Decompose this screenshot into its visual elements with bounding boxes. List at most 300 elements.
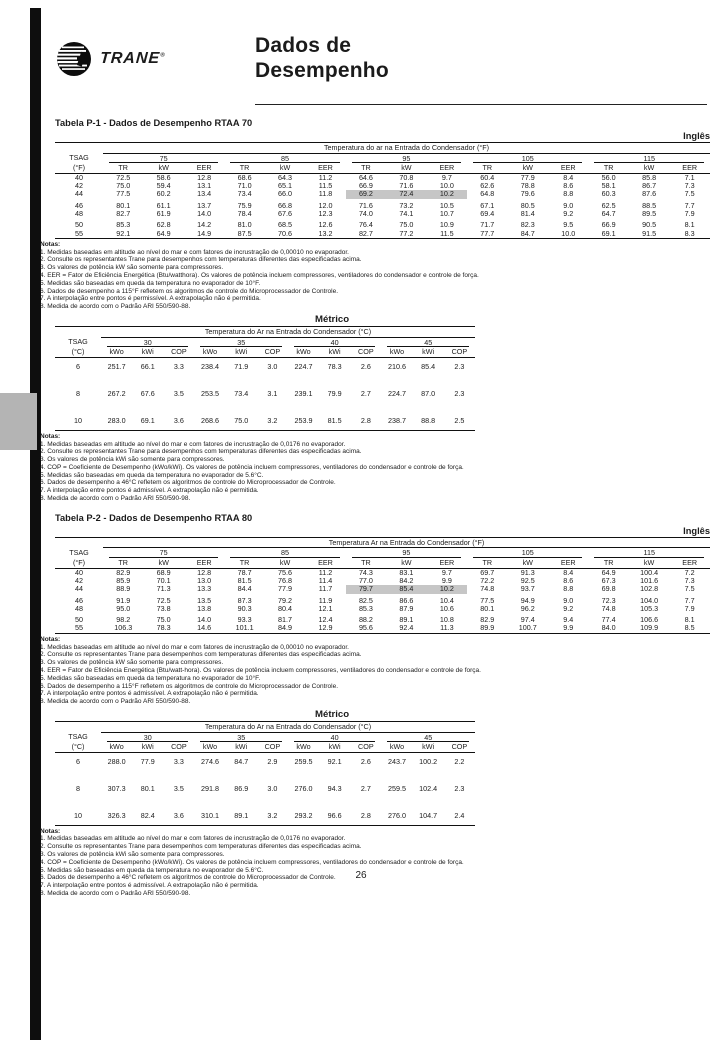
data-cell: 106.3: [114, 623, 133, 633]
data-cell: 62.8: [156, 220, 171, 230]
data-cell: 268.6: [201, 416, 220, 426]
data-cell: 73.2: [399, 200, 414, 210]
note-item: 2. Consulte os representantes Trane para desempenhos com temperaturas diferentes das especificadas acima.: [40, 843, 362, 851]
data-cell: 67.6: [278, 208, 293, 218]
data-cell: 77.9: [520, 172, 535, 182]
data-cell: 74.8: [480, 584, 495, 594]
data-cell: 95.0: [116, 603, 131, 613]
data-cell: 77.7: [480, 228, 495, 238]
table-row: [55, 793, 475, 825]
sub-header-label: COP: [444, 347, 475, 357]
temp-group-label: 115: [588, 548, 710, 558]
metric-label-row: [315, 709, 710, 721]
note-item: 2. Consulte os representantes Trane para desempenhos com temperaturas diferentes das especificadas acima.: [40, 651, 362, 659]
data-cell: 10.0: [561, 228, 576, 238]
data-cell: 62.6: [480, 181, 495, 191]
language-row: [40, 526, 710, 536]
data-cell: 81.5: [327, 416, 342, 426]
data-cell: 9.5: [563, 220, 574, 230]
data-cell: 88.8: [421, 416, 436, 426]
data-cell: 72.4: [386, 190, 426, 198]
data-cell: 71.6: [358, 200, 373, 210]
data-cell: 11.8: [318, 189, 333, 199]
data-cell: 77.0: [358, 575, 373, 585]
brand-header: [53, 38, 166, 80]
data-cell: 8.6: [563, 575, 574, 585]
sub-header-label: COP: [163, 347, 194, 357]
table-header: [55, 537, 710, 568]
tsag-value: 42: [75, 181, 83, 191]
tsag-unit: (°F): [55, 558, 103, 568]
data-cell: 14.9: [197, 228, 212, 238]
data-cell: 307.3: [107, 783, 126, 793]
data-cell: 97.4: [520, 615, 535, 625]
performance-table-english: [55, 142, 710, 239]
note-item: 1. Medidas baseadas em altitude ao nível do mar e com fatores de incrustração de 0,00010 no evaporador.: [40, 643, 349, 651]
data-cell: 14.0: [197, 615, 212, 625]
span-header-row: [55, 143, 710, 154]
data-cell: 104.7: [419, 811, 438, 821]
tsag-value: 44: [75, 584, 83, 594]
data-cell: 69.8: [601, 584, 616, 594]
data-cell: 10.2: [427, 190, 467, 198]
data-cell: 80.5: [520, 200, 535, 210]
data-cell: 9.9: [563, 623, 574, 633]
sub-header-label: TR: [346, 163, 386, 173]
data-cell: 82.4: [140, 811, 155, 821]
data-cell: 3.6: [173, 416, 184, 426]
tsag-unit: (°C): [55, 347, 101, 357]
data-cell: 3.2: [267, 416, 278, 426]
data-cell: 92.1: [327, 756, 342, 766]
data-cell: 71.6: [399, 181, 414, 191]
note-item: 3. Os valores de potência kW são somente para compressores.: [40, 659, 224, 667]
performance-table-english: [55, 537, 710, 634]
sub-header-label: COP: [163, 742, 194, 752]
data-cell: 3.0: [267, 361, 278, 371]
data-cell: 85.3: [116, 220, 131, 230]
sub-header-row: [55, 347, 475, 357]
data-cell: 267.2: [107, 389, 126, 399]
data-cell: 276.0: [294, 783, 313, 793]
tsag-unit: (°C): [55, 742, 101, 752]
data-cell: 89.5: [642, 208, 657, 218]
data-cell: 82.7: [358, 228, 373, 238]
data-cell: 3.3: [173, 361, 184, 371]
data-cell: 58.1: [601, 181, 616, 191]
data-cell: 85.4: [386, 585, 426, 593]
note-item: 5. Medidas são baseadas em queda da temperatura no evaporador de 10°F.: [40, 279, 261, 287]
data-cell: 69.4: [480, 208, 495, 218]
note-item: 2. Consulte os representantes Trane para desempenhos com temperaturas diferentes das especificadas acima.: [40, 256, 362, 264]
data-cell: 3.3: [173, 756, 184, 766]
data-cell: 87.5: [237, 228, 252, 238]
sub-header-label: kW: [143, 163, 183, 173]
data-cell: 2.3: [454, 783, 465, 793]
data-cell: 85.8: [642, 172, 657, 182]
data-cell: 88.9: [116, 584, 131, 594]
data-cell: 291.8: [201, 783, 220, 793]
data-cell: 105.3: [640, 603, 659, 613]
span-header-row: [55, 721, 475, 732]
temp-group-label: 95: [346, 548, 467, 558]
data-cell: 3.0: [267, 783, 278, 793]
data-cell: 68.5: [278, 220, 293, 230]
table-row: [55, 230, 710, 239]
data-cell: 3.5: [173, 783, 184, 793]
data-cell: 100.2: [419, 756, 438, 766]
sub-header-label: kWi: [132, 742, 163, 752]
data-cell: 77.5: [480, 595, 495, 605]
data-cell: 77.2: [399, 228, 414, 238]
data-cell: 64.9: [156, 228, 171, 238]
notes-title: Notas:: [40, 635, 61, 643]
data-cell: 224.7: [294, 361, 313, 371]
data-cell: 71.7: [480, 220, 495, 230]
data-cell: 60.4: [480, 172, 495, 182]
data-cell: 86.9: [234, 783, 249, 793]
sub-header-label: EER: [305, 163, 345, 173]
table-row: [55, 752, 475, 766]
data-cell: 58.6: [156, 172, 171, 182]
note-item: 5. Medidas são baseadas em queda da temperatura no evaporador de 10°F.: [40, 674, 261, 682]
sub-header-label: EER: [669, 558, 710, 568]
sub-header-label: kWi: [319, 742, 350, 752]
tsag-value: 42: [75, 575, 83, 585]
data-cell: 259.5: [294, 756, 313, 766]
data-cell: 102.4: [419, 783, 438, 793]
data-cell: 8.3: [684, 228, 695, 238]
data-cell: 102.8: [640, 584, 659, 594]
table-body: [55, 357, 475, 430]
data-cell: 13.2: [318, 228, 333, 238]
data-cell: 274.6: [201, 756, 220, 766]
data-cell: 7.5: [684, 584, 695, 594]
notes-block: [40, 241, 710, 311]
data-cell: 3.5: [173, 389, 184, 399]
data-cell: 78.4: [237, 208, 252, 218]
sub-header-label: kWo: [194, 347, 225, 357]
sub-header-label: kW: [265, 558, 305, 568]
data-cell: 238.7: [387, 416, 406, 426]
page-title: [255, 33, 389, 83]
sub-header-label: TR: [103, 163, 143, 173]
tsag-value: 40: [75, 567, 83, 577]
data-cell: 2.4: [454, 811, 465, 821]
data-cell: 72.5: [156, 595, 171, 605]
data-cell: 93.7: [520, 584, 535, 594]
tsag-value: 40: [75, 172, 83, 182]
data-cell: 2.6: [360, 756, 371, 766]
table-body: [55, 173, 710, 238]
table-row: [55, 605, 710, 613]
data-cell: 92.5: [520, 575, 535, 585]
data-cell: 11.9: [318, 595, 333, 605]
tsag-value: 50: [75, 615, 83, 625]
tsag-value: 46: [75, 595, 83, 605]
sub-header-label: TR: [467, 558, 507, 568]
data-cell: 10.5: [439, 200, 454, 210]
group-header-row: [55, 337, 475, 347]
english-label: Inglês: [683, 525, 710, 536]
data-cell: 104.0: [640, 595, 659, 605]
data-cell: 100.4: [640, 567, 659, 577]
data-cell: 14.2: [197, 220, 212, 230]
note-item: 8. Medida de acordo com o Padrão ARI 550/590-98.: [40, 495, 191, 503]
data-cell: 210.6: [387, 361, 406, 371]
header-divider: [255, 104, 707, 105]
tsag-spacer: [55, 327, 101, 338]
data-cell: 9.2: [563, 208, 574, 218]
data-cell: 71.3: [156, 584, 171, 594]
data-cell: 293.2: [294, 811, 313, 821]
note-item: 1. Medidas baseadas em altitude ao nível do mar e com fatores de incrustração de 0,0176 no evaporador.: [40, 440, 346, 448]
data-cell: 64.8: [480, 189, 495, 199]
data-cell: 7.1: [684, 172, 695, 182]
temp-group-label: 95: [346, 153, 467, 163]
sub-header-label: EER: [427, 163, 467, 173]
data-cell: 62.5: [601, 200, 616, 210]
data-cell: 8.1: [684, 220, 695, 230]
tsag-value: 10: [74, 811, 82, 821]
data-cell: 10.7: [439, 208, 454, 218]
data-cell: 9.7: [441, 567, 452, 577]
data-cell: 71.0: [237, 181, 252, 191]
data-cell: 82.9: [480, 615, 495, 625]
data-cell: 12.9: [318, 623, 333, 633]
data-cell: 75.0: [116, 181, 131, 191]
data-cell: 7.7: [684, 200, 695, 210]
tsag-spacer: [55, 143, 103, 154]
tsag-value: 55: [75, 623, 83, 633]
data-cell: 67.3: [601, 575, 616, 585]
data-cell: 80.1: [116, 200, 131, 210]
brand-wordmark: TRANE®: [99, 50, 166, 67]
condenser-temp-header: Temperatura do ar na Entrada do Condensador (°F): [103, 143, 710, 154]
note-item: 5. Medidas são baseadas em queda da temperatura no evaporador de 5.6°C.: [40, 471, 264, 479]
data-cell: 3.6: [173, 811, 184, 821]
data-cell: 70.6: [278, 228, 293, 238]
sub-header-label: kWo: [288, 347, 319, 357]
data-cell: 74.1: [399, 208, 414, 218]
note-item: 7. A interpolação entre pontos é admissível. A extrapolação não é permitida.: [40, 487, 259, 495]
data-cell: 90.5: [642, 220, 657, 230]
data-cell: 13.4: [197, 189, 212, 199]
data-cell: 75.0: [156, 615, 171, 625]
data-cell: 77.9: [278, 584, 293, 594]
data-cell: 11.5: [440, 228, 454, 238]
data-cell: 8.8: [563, 584, 574, 594]
note-item: 6. Dados de desempenho a 46°C refletem os algoritmos de controle do Microprocessador de Controle.: [40, 479, 336, 487]
data-cell: 100.7: [518, 623, 537, 633]
table-row: [55, 585, 710, 593]
sub-header-row: [55, 163, 710, 173]
note-item: 6. Dados de desempenho a 115°F refletem os algoritmos de controle do Microprocessador de Controle.: [40, 287, 339, 295]
data-cell: 12.3: [318, 208, 333, 218]
data-cell: 2.8: [360, 811, 371, 821]
tsag-value: 48: [75, 208, 83, 218]
data-cell: 13.7: [197, 200, 212, 210]
data-cell: 7.7: [684, 595, 695, 605]
data-cell: 79.9: [327, 389, 342, 399]
data-cell: 101.1: [235, 623, 254, 633]
note-item: 6. Dados de desempenho a 115°F refletem os algoritmos de controle do Microprocessador de Controle.: [40, 682, 339, 690]
data-cell: 89.1: [234, 811, 249, 821]
note-item: 1. Medidas baseadas em altitude ao nível do mar e com fatores de incrustração de 0,0176 no evaporador.: [40, 835, 346, 843]
data-cell: 96.2: [520, 603, 535, 613]
group-header-row: [55, 732, 475, 742]
data-cell: 82.3: [520, 220, 535, 230]
data-cell: 239.1: [294, 389, 313, 399]
data-cell: 70.1: [156, 575, 171, 585]
data-cell: 75.0: [234, 416, 249, 426]
tsag-value: 10: [74, 416, 82, 426]
page-title-line2: Desempenho: [255, 59, 389, 82]
data-cell: 10.9: [439, 220, 454, 230]
sub-header-label: kWo: [101, 347, 132, 357]
data-cell: 10.0: [439, 181, 454, 191]
sub-header-label: TR: [224, 163, 264, 173]
data-cell: 224.7: [387, 389, 406, 399]
data-cell: 92.4: [399, 623, 414, 633]
sub-header-label: TR: [346, 558, 386, 568]
data-cell: 10.6: [439, 603, 454, 613]
data-cell: 11.7: [318, 584, 333, 594]
data-cell: 89.9: [480, 623, 495, 633]
data-cell: 283.0: [107, 416, 126, 426]
note-item: 4. COP = Coeficiente de Desempenho (kWo/kWi). Os valores de potência incluem compressores, ventiladores do condensador e controle de força.: [40, 463, 464, 471]
performance-table-metric: [55, 721, 475, 826]
data-cell: 8.4: [563, 172, 574, 182]
page-title-line1: Dados de: [255, 34, 352, 57]
data-cell: 259.5: [387, 783, 406, 793]
data-cell: 90.3: [237, 603, 252, 613]
tsag-spacer: [55, 537, 103, 548]
note-item: 4. EER = Fator de Eficiência Energética (Btu/watthora). Os valores de potência incluem compressores, ventiladores do condensador e controle de força.: [40, 272, 479, 280]
temp-group-label: 35: [194, 337, 287, 347]
note-item: 3. Os valores de potência kWi são somente para compressores.: [40, 850, 225, 858]
data-cell: 81.0: [237, 220, 252, 230]
tsag-label: TSAG: [69, 153, 89, 163]
data-cell: 92.1: [116, 228, 131, 238]
data-cell: 2.3: [454, 389, 465, 399]
data-cell: 98.2: [116, 615, 131, 625]
span-header-row: [55, 537, 710, 548]
data-cell: 85.4: [421, 361, 436, 371]
notes-title: Notas:: [40, 827, 61, 835]
sub-header-label: kWo: [381, 347, 412, 357]
tsag-value: 8: [76, 389, 80, 399]
table-section: [40, 513, 710, 898]
data-cell: 12.0: [318, 200, 333, 210]
data-cell: 67.1: [480, 200, 495, 210]
metric-label-row: [315, 314, 710, 326]
data-cell: 88.5: [642, 200, 657, 210]
data-cell: 7.9: [684, 208, 695, 218]
data-cell: 8.8: [563, 189, 574, 199]
table-row: [55, 398, 475, 430]
data-cell: 60.3: [601, 189, 616, 199]
note-item: 8. Medida de acordo com o Padrão ARI 550/590-88.: [40, 303, 191, 311]
data-cell: 86.6: [399, 595, 414, 605]
table-body: [55, 568, 710, 633]
sub-header-label: kW: [143, 558, 183, 568]
sub-header-label: TR: [588, 558, 628, 568]
tsag-unit: (°F): [55, 163, 103, 173]
condenser-temp-header: Temperatura do Ar na Entrada do Condensador (°C): [101, 327, 475, 338]
data-cell: 9.0: [563, 595, 574, 605]
notes-title: Notas:: [40, 240, 61, 248]
tsag-label: TSAG: [68, 337, 88, 347]
data-cell: 91.3: [520, 567, 535, 577]
tsag-label: TSAG: [69, 548, 89, 558]
data-cell: 109.9: [640, 623, 659, 633]
data-cell: 66.9: [601, 220, 616, 230]
tsag-value: 55: [75, 228, 83, 238]
notes-title: Notas:: [40, 432, 61, 440]
temp-group-label: 85: [224, 153, 345, 163]
sub-header-label: COP: [444, 742, 475, 752]
data-cell: 11.2: [318, 567, 333, 577]
data-cell: 82.9: [116, 567, 131, 577]
data-cell: 14.0: [197, 208, 212, 218]
sub-header-label: kW: [386, 163, 426, 173]
group-header-row: [55, 153, 710, 163]
temp-group-label: 40: [288, 337, 381, 347]
condenser-temp-header: Temperatura do Ar na Entrada do Condensador (°C): [101, 721, 475, 732]
data-cell: 80.4: [278, 603, 293, 613]
data-cell: 74.0: [358, 208, 373, 218]
table-row: [55, 371, 475, 398]
data-cell: 76.4: [358, 220, 373, 230]
data-cell: 276.0: [387, 811, 406, 821]
tsag-value: 50: [75, 220, 83, 230]
notes-block: [40, 433, 482, 503]
data-cell: 70.8: [399, 172, 414, 182]
data-cell: 9.4: [563, 615, 574, 625]
data-cell: 78.3: [327, 361, 342, 371]
data-cell: 79.7: [346, 585, 386, 593]
sub-header-label: COP: [257, 742, 288, 752]
data-cell: 72.5: [116, 172, 131, 182]
metric-label: Métrico: [315, 314, 350, 326]
data-cell: 253.9: [294, 416, 313, 426]
note-item: 1. Medidas baseadas em altitude ao nível do mar e com fatores de incrustração de 0,00010 no evaporador.: [40, 248, 349, 256]
sub-header-label: TR: [588, 163, 628, 173]
data-cell: 12.4: [318, 615, 333, 625]
data-cell: 2.9: [267, 756, 278, 766]
table-caption: Tabela P-2 - Dados de Desempenho RTAA 80: [55, 512, 253, 523]
data-cell: 87.6: [642, 189, 657, 199]
temp-group-label: 105: [467, 548, 588, 558]
table-header: [55, 143, 710, 174]
temp-group-label: 45: [381, 337, 475, 347]
tsag-value: 6: [76, 361, 80, 371]
temp-group-label: 105: [467, 153, 588, 163]
sub-header-label: kWo: [381, 742, 412, 752]
data-cell: 84.7: [234, 756, 249, 766]
data-cell: 69.7: [480, 567, 495, 577]
data-cell: 69.1: [601, 228, 616, 238]
sub-header-label: kW: [386, 558, 426, 568]
sub-header-label: kWi: [413, 742, 444, 752]
sub-header-label: kWo: [288, 742, 319, 752]
data-cell: 83.1: [399, 567, 414, 577]
data-cell: 9.2: [563, 603, 574, 613]
data-cell: 64.3: [278, 172, 293, 182]
sub-header-label: TR: [103, 558, 143, 568]
data-cell: 10.2: [427, 585, 467, 593]
